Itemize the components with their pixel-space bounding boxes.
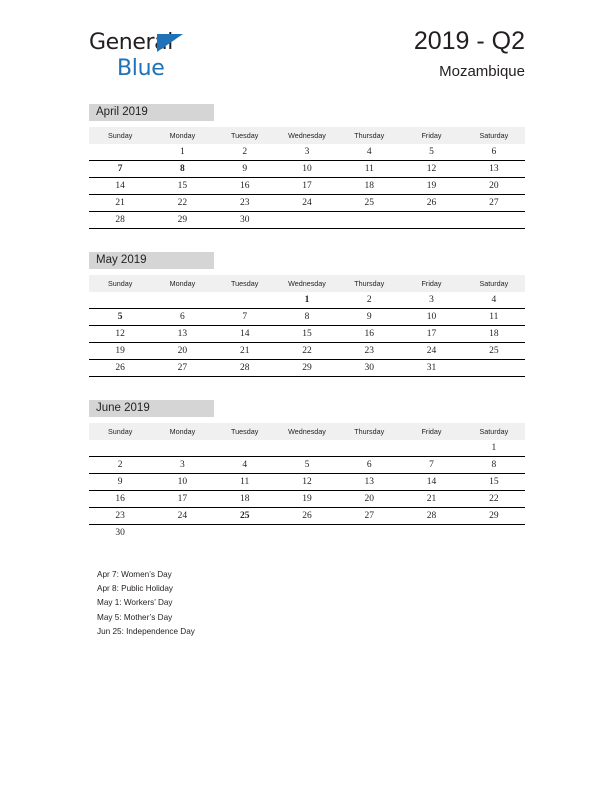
day-cell[interactable]: 17: [151, 491, 213, 508]
weekday-header-thursday: Thursday: [338, 275, 400, 292]
day-cell[interactable]: 29: [151, 212, 213, 229]
day-cell-empty: [151, 525, 213, 542]
day-cell-empty: [89, 440, 151, 457]
day-cell[interactable]: 18: [338, 178, 400, 195]
day-cell-empty: [400, 440, 462, 457]
day-cell[interactable]: 6: [463, 144, 525, 161]
weekday-header-friday: Friday: [400, 423, 462, 440]
day-cell-empty: [276, 212, 338, 229]
weekday-header-tuesday: Tuesday: [214, 423, 276, 440]
day-cell[interactable]: 22: [463, 491, 525, 508]
day-cell[interactable]: 20: [463, 178, 525, 195]
holiday-note: Apr 7: Women’s Day: [97, 570, 172, 579]
month-title: June 2019: [89, 400, 214, 417]
day-cell[interactable]: 23: [89, 508, 151, 525]
holiday-note: Jun 25: Independence Day: [97, 626, 195, 636]
day-cell[interactable]: 3: [400, 292, 462, 309]
day-cell[interactable]: 4: [463, 292, 525, 309]
week-row: [89, 474, 525, 491]
day-cell[interactable]: 19: [89, 343, 151, 360]
day-cell[interactable]: 13: [151, 326, 213, 343]
day-cell[interactable]: 21: [214, 343, 276, 360]
day-cell[interactable]: 2: [338, 292, 400, 309]
day-cell[interactable]: 9: [89, 474, 151, 491]
day-cell[interactable]: 22: [276, 343, 338, 360]
logo-blue-label: Blue: [117, 56, 165, 81]
day-cell[interactable]: 20: [338, 491, 400, 508]
day-cell[interactable]: 12: [89, 326, 151, 343]
logo-general-label: General: [89, 30, 173, 55]
day-cell[interactable]: 20: [151, 343, 213, 360]
day-cell-holiday[interactable]: 25: [214, 508, 276, 525]
day-cell[interactable]: 2: [214, 144, 276, 161]
general-blue-logo: [89, 32, 173, 80]
week-row: [89, 309, 525, 326]
day-cell[interactable]: 25: [463, 343, 525, 360]
day-cell[interactable]: 27: [463, 195, 525, 212]
day-cell-empty: [89, 144, 151, 161]
week-row: [89, 326, 525, 343]
day-cell[interactable]: 21: [400, 491, 462, 508]
month-block: [89, 104, 525, 229]
weekday-header-saturday: Saturday: [463, 127, 525, 144]
day-cell[interactable]: 7: [214, 309, 276, 326]
weekday-header-monday: Monday: [151, 127, 213, 144]
day-cell[interactable]: 9: [338, 309, 400, 326]
day-cell[interactable]: 10: [151, 474, 213, 491]
day-cell[interactable]: 11: [214, 474, 276, 491]
day-cell[interactable]: 5: [400, 144, 462, 161]
day-cell[interactable]: 29: [276, 360, 338, 377]
title-block: [414, 28, 525, 80]
day-cell-empty: [400, 525, 462, 542]
day-cell[interactable]: 8: [276, 309, 338, 326]
weekday-header-sunday: Sunday: [89, 127, 151, 144]
month-grid: [89, 423, 525, 541]
month-title: May 2019: [89, 252, 214, 269]
day-cell[interactable]: 31: [400, 360, 462, 377]
week-row: [89, 343, 525, 360]
day-cell[interactable]: 12: [276, 474, 338, 491]
day-cell[interactable]: 1: [151, 144, 213, 161]
day-cell-empty: [463, 360, 525, 377]
week-row: [89, 525, 525, 542]
week-row: [89, 508, 525, 525]
holiday-note: May 1: Workers’ Day: [97, 598, 173, 608]
week-row: [89, 360, 525, 377]
day-cell[interactable]: 24: [400, 343, 462, 360]
day-cell[interactable]: 15: [151, 178, 213, 195]
day-cell[interactable]: 2: [89, 457, 151, 474]
week-row: [89, 212, 525, 229]
weekday-header-thursday: Thursday: [338, 423, 400, 440]
day-cell[interactable]: 10: [400, 309, 462, 326]
week-row: [89, 144, 525, 161]
day-cell[interactable]: 30: [338, 360, 400, 377]
day-cell[interactable]: 19: [276, 491, 338, 508]
page-subtitle: Mozambique: [439, 62, 525, 80]
day-cell[interactable]: 27: [338, 508, 400, 525]
weekday-header-friday: Friday: [400, 275, 462, 292]
week-row: [89, 457, 525, 474]
day-cell[interactable]: 27: [151, 360, 213, 377]
weekday-header-saturday: Saturday: [463, 275, 525, 292]
day-cell[interactable]: 9: [214, 161, 276, 178]
week-row: [89, 195, 525, 212]
page-title: 2019 - Q2: [413, 27, 525, 55]
day-cell[interactable]: 19: [400, 178, 462, 195]
month-grid: [89, 275, 525, 377]
day-cell[interactable]: 7: [400, 457, 462, 474]
day-cell[interactable]: 29: [463, 508, 525, 525]
logo-text-general: [89, 32, 173, 56]
day-cell[interactable]: 11: [338, 161, 400, 178]
day-cell[interactable]: 24: [151, 508, 213, 525]
day-cell[interactable]: 30: [115, 528, 125, 538]
day-cell[interactable]: 13: [463, 161, 525, 178]
day-cell-empty: [276, 440, 338, 457]
day-cell[interactable]: 6: [151, 309, 213, 326]
weekday-header-wednesday: Wednesday: [276, 127, 338, 144]
day-cell[interactable]: 16: [214, 178, 276, 195]
day-cell-empty: [214, 440, 276, 457]
weekday-header-thursday: Thursday: [338, 127, 400, 144]
weekday-header-wednesday: Wednesday: [276, 275, 338, 292]
holiday-note: Apr 8: Public Holiday: [97, 584, 173, 594]
day-cell[interactable]: 5: [276, 457, 338, 474]
day-cell[interactable]: 18: [214, 491, 276, 508]
day-cell[interactable]: 28: [89, 212, 151, 229]
weekday-header-saturday: Saturday: [463, 423, 525, 440]
week-row: [89, 440, 525, 457]
triangle-icon: [157, 34, 183, 52]
day-cell[interactable]: 26: [400, 195, 462, 212]
day-cell[interactable]: 16: [89, 491, 151, 508]
weekday-header-monday: Monday: [151, 275, 213, 292]
day-cell[interactable]: 10: [276, 161, 338, 178]
day-cell[interactable]: 15: [463, 474, 525, 491]
day-cell-holiday[interactable]: 7: [89, 161, 151, 178]
day-cell-empty: [151, 292, 213, 309]
day-cell[interactable]: 21: [89, 195, 151, 212]
day-cell[interactable]: 14: [214, 326, 276, 343]
day-cell[interactable]: 4: [338, 144, 400, 161]
month-block: [89, 400, 525, 541]
day-cell[interactable]: 3: [276, 144, 338, 161]
day-cell[interactable]: 25: [338, 195, 400, 212]
day-cell[interactable]: 6: [338, 457, 400, 474]
weekday-header-sunday: Sunday: [89, 423, 151, 440]
week-row: [89, 178, 525, 195]
day-cell-empty: [214, 525, 276, 542]
day-cell[interactable]: 1: [463, 440, 525, 457]
day-cell-holiday[interactable]: 1: [276, 292, 338, 309]
weekday-header-row: [89, 275, 525, 292]
day-cell[interactable]: 23: [338, 343, 400, 360]
month-grid: [89, 127, 525, 229]
day-cell[interactable]: 11: [463, 309, 525, 326]
day-cell-empty: [276, 525, 338, 542]
month-block: [89, 252, 525, 377]
day-cell-empty: [151, 440, 213, 457]
weekday-header-wednesday: Wednesday: [276, 423, 338, 440]
weekday-header-row: [89, 127, 525, 144]
week-row: [89, 292, 525, 309]
day-cell-empty: [338, 525, 400, 542]
day-cell[interactable]: 3: [151, 457, 213, 474]
day-cell[interactable]: 26: [276, 508, 338, 525]
weekday-header-monday: Monday: [151, 423, 213, 440]
day-cell[interactable]: 17: [400, 326, 462, 343]
day-cell-empty: [463, 212, 525, 229]
day-cell[interactable]: 16: [338, 326, 400, 343]
day-cell[interactable]: 23: [214, 195, 276, 212]
week-row: [89, 161, 525, 178]
day-cell-empty: [338, 440, 400, 457]
day-cell[interactable]: 17: [276, 178, 338, 195]
day-cell[interactable]: 14: [400, 474, 462, 491]
weekday-header-tuesday: Tuesday: [214, 275, 276, 292]
weekday-header-tuesday: Tuesday: [214, 127, 276, 144]
day-cell[interactable]: 13: [338, 474, 400, 491]
day-cell-empty: [89, 292, 151, 309]
weekday-header-sunday: Sunday: [89, 275, 151, 292]
day-cell-empty: [400, 212, 462, 229]
day-cell-empty: [214, 292, 276, 309]
day-cell-holiday[interactable]: 8: [151, 161, 213, 178]
weekday-header-row: [89, 423, 525, 440]
day-cell[interactable]: 22: [151, 195, 213, 212]
day-cell[interactable]: 30: [214, 212, 276, 229]
calendar-months: [89, 104, 525, 564]
weekday-header-friday: Friday: [400, 127, 462, 144]
day-cell[interactable]: 14: [89, 178, 151, 195]
month-title: April 2019: [89, 104, 214, 121]
day-cell[interactable]: 8: [463, 457, 525, 474]
day-cell[interactable]: 24: [276, 195, 338, 212]
holiday-legend: [97, 568, 397, 639]
page-header: [89, 28, 525, 94]
day-cell[interactable]: 28: [400, 508, 462, 525]
day-cell-empty: [463, 525, 525, 542]
day-cell[interactable]: 18: [463, 326, 525, 343]
day-cell[interactable]: 26: [89, 360, 151, 377]
week-row: [89, 491, 525, 508]
day-cell[interactable]: 28: [214, 360, 276, 377]
day-cell[interactable]: 15: [276, 326, 338, 343]
day-cell[interactable]: 12: [400, 161, 462, 178]
holiday-note: May 5: Mother’s Day: [97, 612, 173, 622]
day-cell[interactable]: 4: [214, 457, 276, 474]
day-cell-empty: [338, 212, 400, 229]
day-cell-holiday[interactable]: 5: [89, 309, 151, 326]
